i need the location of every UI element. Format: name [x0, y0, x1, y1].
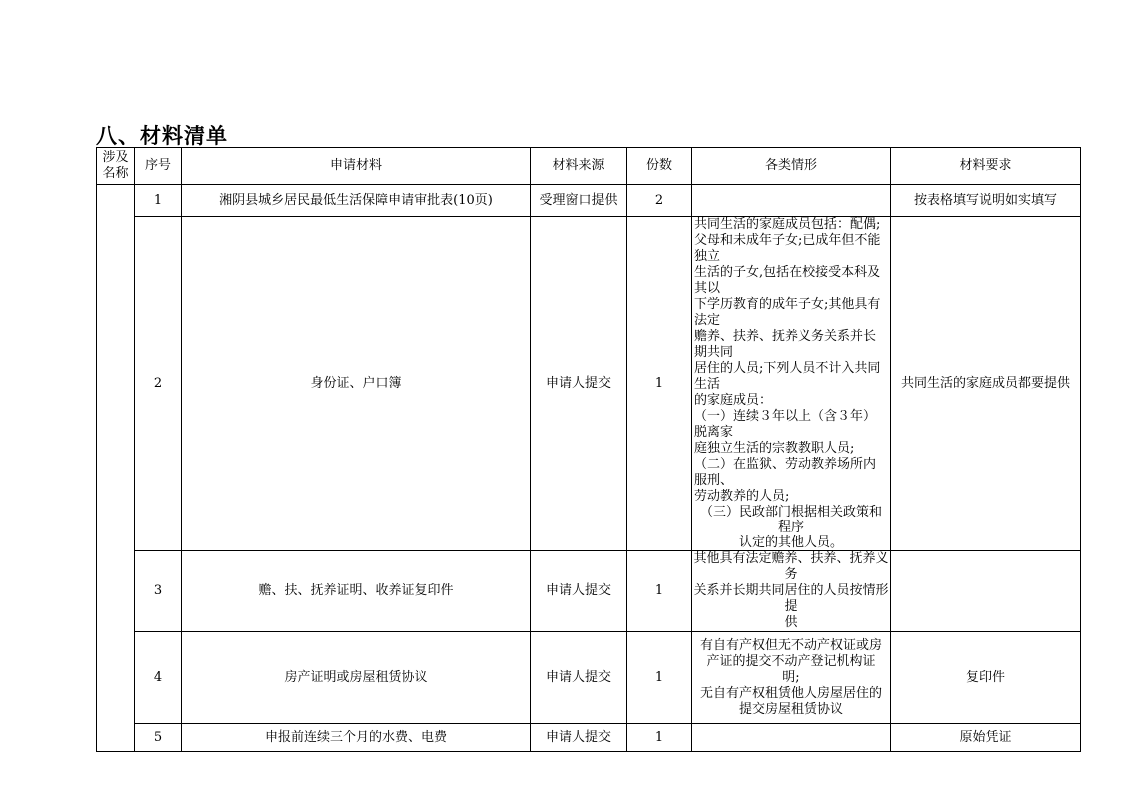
row-requirement: 原始凭证 — [891, 724, 1081, 752]
row-source: 申请人提交 — [531, 632, 627, 724]
situation-line: 产证的提交不动产登记机构证 — [706, 653, 876, 669]
situation-line: 劳动教养的人员; — [694, 489, 790, 504]
situation-line: 庭独立生活的宗教教职人员; — [694, 441, 855, 456]
situation-line: 明; — [782, 669, 800, 685]
situation-line: 提交房屋租赁协议 — [738, 701, 843, 717]
row-index: 2 — [135, 217, 182, 551]
involved-cell — [97, 185, 135, 752]
row-material: 身份证、户口簿 — [182, 217, 531, 551]
situation-line: 有自有产权但无不动产权证或房 — [699, 637, 882, 653]
row-index: 5 — [135, 724, 182, 752]
row-material: 赡、扶、抚养证明、收养证复印件 — [182, 551, 531, 632]
section-title: 八、材料清单 — [96, 124, 228, 148]
table-row — [97, 632, 1081, 724]
header-material: 申请材料 — [182, 148, 531, 185]
row-source: 申请人提交 — [531, 724, 627, 752]
situation-line: 居住的人员;下列人员不计入共同生活 — [694, 361, 881, 392]
situation-line: 供 — [784, 615, 798, 630]
row-copies: 1 — [627, 632, 692, 724]
row-copies: 1 — [627, 217, 692, 551]
situation-line: （一）连续３年以上（含３年）脱离家 — [694, 409, 877, 440]
materials-table — [96, 147, 1081, 752]
row-index: 4 — [135, 632, 182, 724]
row-index: 3 — [135, 551, 182, 632]
situation-line: 父母和未成年子女;已成年但不能独立 — [694, 233, 881, 264]
row-copies: 1 — [627, 724, 692, 752]
row-requirement: 共同生活的家庭成员都要提供 — [891, 217, 1081, 551]
header-copies: 份数 — [627, 148, 692, 185]
row-requirement: 复印件 — [891, 632, 1081, 724]
row-material: 湘阴县城乡居民最低生活保障申请审批表(10页) — [182, 185, 531, 217]
situation-line: 其他具有法定赡养、扶养、抚养义务 — [693, 551, 889, 582]
row-requirement — [891, 551, 1081, 632]
table-row — [97, 724, 1081, 752]
table-row — [97, 217, 1081, 551]
situation-line: 关系并长期共同居住的人员按情形提 — [693, 583, 889, 614]
row-situations — [692, 217, 891, 551]
row-source: 申请人提交 — [531, 217, 627, 551]
situation-line: 的家庭成员： — [694, 393, 773, 408]
header-index: 序号 — [135, 148, 182, 185]
row-situations — [692, 185, 891, 217]
situation-line: （三）民政部门根据相关政策和程序 — [699, 505, 882, 535]
table-header-row — [97, 148, 1081, 185]
situation-line: 赡养、扶养、抚养义务关系并长期共同 — [694, 329, 877, 360]
row-material: 申报前连续三个月的水费、电费 — [182, 724, 531, 752]
row-source: 申请人提交 — [531, 551, 627, 632]
situation-line: 无自有产权租赁他人房屋居住的 — [699, 685, 882, 701]
situation-line: （二）在监狱、劳动教养场所内服刑、 — [694, 457, 877, 488]
row-situations — [692, 724, 891, 752]
row-copies: 1 — [627, 551, 692, 632]
header-requirement: 材料要求 — [891, 148, 1081, 185]
situation-line: 共同生活的家庭成员包括：配偶; — [694, 217, 881, 232]
situation-line: 生活的子女,包括在校接受本科及其以 — [694, 265, 881, 296]
situation-line: 认定的其他人员。 — [738, 535, 843, 550]
header-situations: 各类情形 — [692, 148, 891, 185]
row-source: 受理窗口提供 — [531, 185, 627, 217]
table-row — [97, 185, 1081, 217]
row-copies: 2 — [627, 185, 692, 217]
row-requirement: 按表格填写说明如实填写 — [891, 185, 1081, 217]
row-situations — [692, 551, 891, 632]
row-situations — [692, 632, 891, 724]
situation-line: 下学历教育的成年子女;其他具有法定 — [694, 297, 881, 328]
row-index: 1 — [135, 185, 182, 217]
row-material: 房产证明或房屋租赁协议 — [182, 632, 531, 724]
header-involved: 涉及名称 — [97, 148, 135, 185]
header-source: 材料来源 — [531, 148, 627, 185]
table-row — [97, 551, 1081, 632]
